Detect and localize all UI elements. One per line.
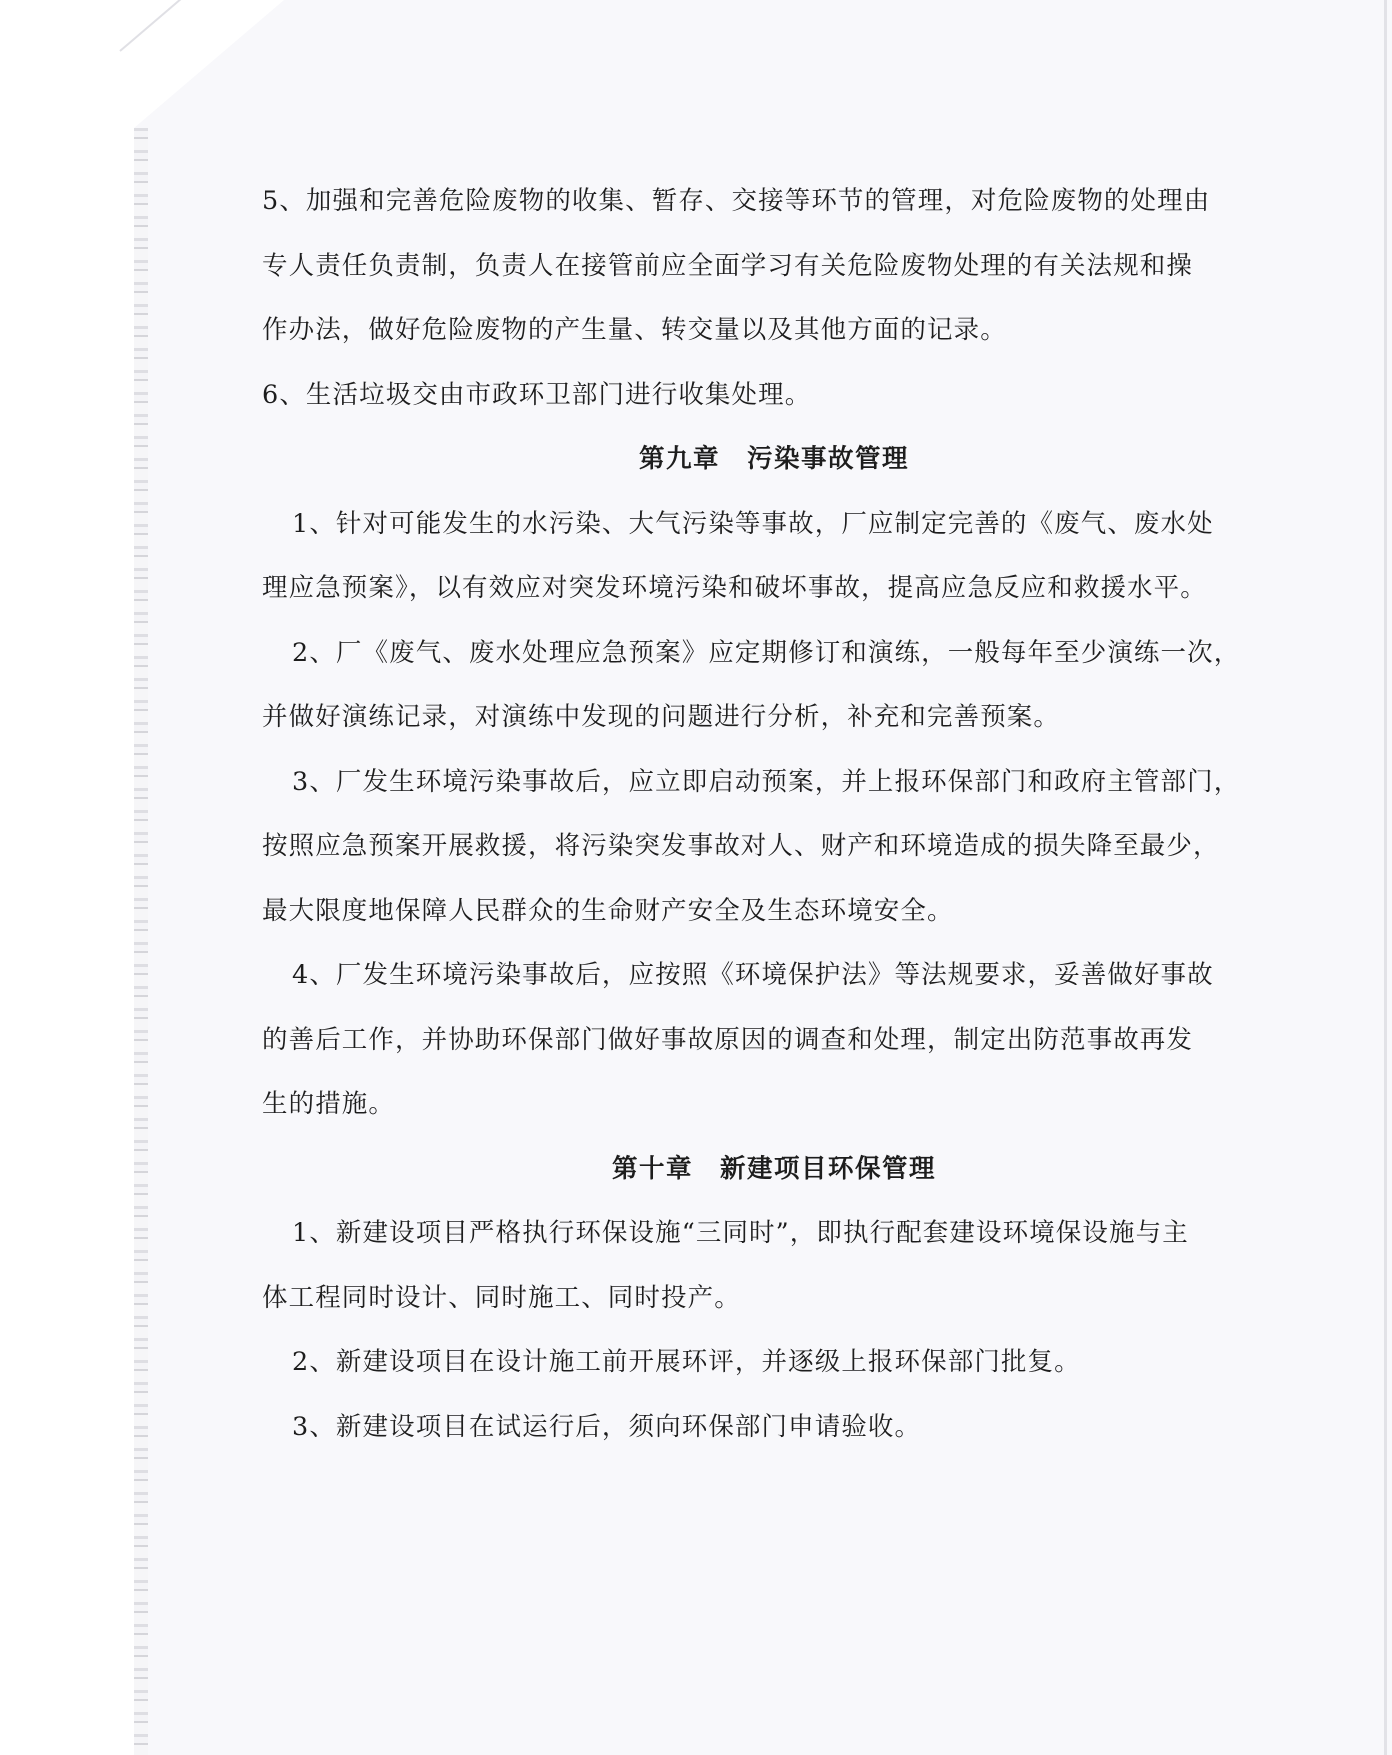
paragraph-line: 作办法，做好危险废物的产生量、转交量以及其他方面的记录。 — [262, 315, 1007, 345]
paragraph-line: 生的措施。 — [262, 1089, 396, 1119]
paragraph-line: 体工程同时设计、同时施工、同时投产。 — [262, 1282, 741, 1313]
paragraph-line: 6、生活垃圾交由市政环卫部门进行收集处理。 — [262, 379, 812, 410]
binding-shadow — [134, 128, 148, 1755]
document-body — [262, 178, 1286, 1468]
paragraph-line: 1、新建设项目严格执行环保设施“三同时”，即执行配套建设环境保设施与主 — [292, 1218, 1189, 1248]
paragraph-line: 按照应急预案开展救援，将污染突发事故对人、财产和环境造成的损失降至最少， — [262, 831, 1220, 861]
paragraph-line: 理应急预案》，以有效应对突发环境污染和破坏事故，提高应急反应和救援水平。 — [262, 573, 1207, 603]
right-page-edge — [1384, 0, 1387, 1755]
paragraph-line: 3、新建设项目在试运行后，须向环保部门申请验收。 — [292, 1411, 922, 1442]
paragraph-line: 的善后工作，并协助环保部门做好事故原因的调查和处理，制定出防范事故再发 — [262, 1024, 1194, 1055]
paragraph-line: 最大限度地保障人民群众的生命财产安全及生态环境安全。 — [262, 895, 954, 926]
paragraph-line: 并做好演练记录，对演练中发现的问题进行分析，补充和完善预案。 — [262, 702, 1061, 732]
paragraph-line: 5、加强和完善危险废物的收集、暂存、交接等环节的管理，对危险废物的处理由 — [262, 186, 1211, 216]
paragraph-line: 2、新建设项目在设计施工前开展环评，并逐级上报环保部门批复。 — [292, 1347, 1081, 1377]
paragraph-line: 4、厂发生环境污染事故后，应按照《环境保护法》等法规要求，妥善做好事故 — [292, 960, 1214, 990]
chapter-9-heading: 第九章 污染事故管理 — [638, 444, 909, 474]
chapter-10-heading: 第十章 新建项目环保管理 — [611, 1153, 936, 1184]
paragraph-line: 1、针对可能发生的水污染、大气污染等事故，厂应制定完善的《废气、废水处 — [292, 508, 1214, 539]
paragraph-line: 2、厂《废气、废水处理应急预案》应定期修订和演练，一般每年至少演练一次， — [292, 637, 1241, 668]
paragraph-line: 3、厂发生环境污染事故后，应立即启动预案，并上报环保部门和政府主管部门， — [292, 766, 1241, 797]
paragraph-line: 专人责任负责制，负责人在接管前应全面学习有关危险废物处理的有关法规和操 — [262, 250, 1194, 281]
